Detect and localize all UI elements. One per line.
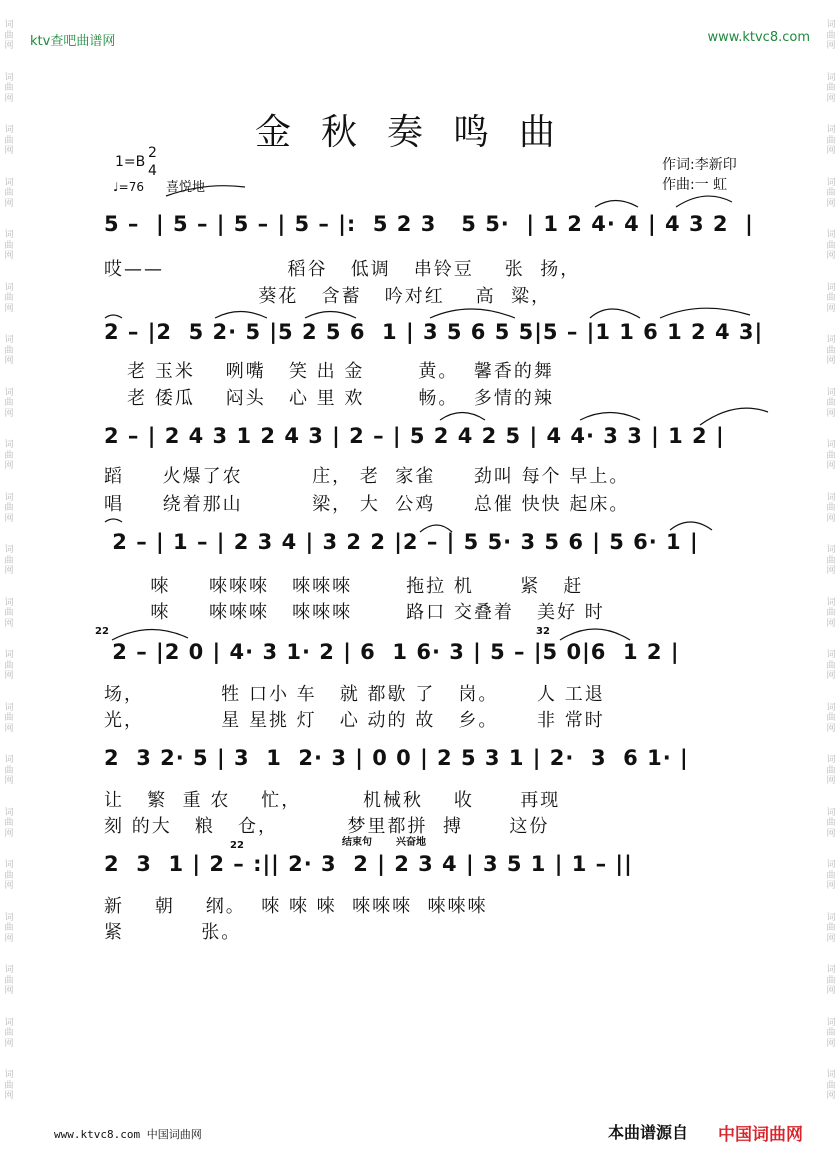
lyric-line-6b: 刻 的大 粮 仓， 梦里都拼 搏 这份 xyxy=(104,816,550,837)
mood-mark: 喜悦地 xyxy=(166,180,206,195)
lyric-line-3a: 蹈 火爆了农 庄， 老 家雀 劲叫 每个 早上。 xyxy=(104,466,630,487)
notation-line-6: 2 3 2· 5 | 3 1 2· 3 | 0 0 | 2 5 3 1 | 2· 3 6 1· | xyxy=(104,746,689,770)
watermark-left: 词 曲 网 词 曲 网 词 曲 网 词 曲 网 词 曲 网 词 曲 网 词 曲 网 词 曲 网 词 曲 网 词 曲 网 词 曲 网 词 曲 网 词 曲 网 词 曲 网 词 曲 网 词 曲 网 词 曲 网 词 曲 网 词 曲 网 词 曲 网 词 曲 网 xyxy=(4,20,14,1101)
grace-note-2: 32 xyxy=(536,626,550,637)
notation-line-1: 5 – | 5 – | 5 – | 5 – |: 5 2 3 5 5· | 1 2 4· 4 | 4 3 2 | xyxy=(104,212,754,236)
time-signature-bottom: 4 xyxy=(148,163,157,179)
tempo-mark: ♩=76 xyxy=(113,180,144,194)
composer: 作曲:一 虹 xyxy=(662,177,728,193)
lyric-line-5b: 光， 星 星挑 灯 心 动的 故 乡。 非 常时 xyxy=(104,710,605,731)
lyric-line-4a: 唻 唻唻唻 唻唻唻 拖拉 机 紧 赶 xyxy=(104,576,584,597)
lyric-line-1a: 哎—— 稻谷 低调 串铃豆 张 扬， xyxy=(104,259,581,280)
lyric-line-4b: 唻 唻唻唻 唻唻唻 路口 交叠着 美好 时 xyxy=(104,602,605,623)
grace-note-3: 22 xyxy=(230,840,244,851)
footer-url[interactable]: www.ktvc8.com 中国词曲网 xyxy=(54,1128,202,1141)
song-title: 金秋奏鸣曲 xyxy=(254,112,585,153)
lyric-line-1b: 葵花 含蓄 吟对红 高 粱， xyxy=(104,286,552,307)
ending-mark: 结束句 xyxy=(342,837,372,848)
notation-line-3: 2 – | 2 4 3 1 2 4 3 | 2 – | 5 2 4 2 5 | 4 4· 3 3 | 1 2 | xyxy=(104,424,725,448)
footer-source-label: 本曲谱源自 xyxy=(608,1123,689,1142)
lyric-line-3b: 唱 绕着那山 梁， 大 公鸡 总催 快快 起床。 xyxy=(104,494,630,515)
lyric-line-6a: 让 繁 重 农 忙， 机械秋 收 再现 xyxy=(104,790,561,811)
key-signature: 1=B xyxy=(115,154,146,170)
lyric-line-7b: 紧 张。 xyxy=(104,922,242,943)
lyric-line-2b: 老 倭瓜 闷头 心 里 欢 畅。 多情的辣 xyxy=(104,388,554,409)
mood-mark-2: 兴奋地 xyxy=(396,837,426,848)
lyric-line-2a: 老 玉米 咧嘴 笑 出 金 黄。 馨香的舞 xyxy=(104,361,554,382)
time-signature-top: 2 xyxy=(148,145,157,161)
lyricist: 作词:李新印 xyxy=(662,157,737,173)
notation-line-7: 2 3 1 | 2 – :|| 2· 3 2 | 2 3 4 | 3 5 1 | 1 – || xyxy=(104,852,633,876)
header-site-name[interactable]: ktv查吧曲谱网 xyxy=(30,34,116,49)
notation-line-4: 2 – | 1 – | 2 3 4 | 3 2 2 |2 – | 5 5· 3 5 6 | 5 6· 1 | xyxy=(104,530,699,554)
grace-note-1: 22 xyxy=(95,626,109,637)
notation-line-2: 2 – |2 5 2· 5 |5 2 5 6 1 | 3 5 6 5 5|5 – |1 1 6 1 2 4 3| xyxy=(104,320,764,344)
notation-line-5: 2 – |2 0 | 4· 3 1· 2 | 6 1 6· 3 | 5 – |5 0|6 1 2 | xyxy=(104,640,680,664)
lyric-line-5a: 场， 牲 口小 车 就 都歇 了 岗。 人 工退 xyxy=(104,684,605,705)
lyric-line-7a: 新 朝 纲。 唻 唻 唻 唻唻唻 唻唻唻 xyxy=(104,896,488,917)
header-site-url[interactable]: www.ktvc8.com xyxy=(707,30,810,45)
watermark-right: 词 曲 网 词 曲 网 词 曲 网 词 曲 网 词 曲 网 词 曲 网 词 曲 网 词 曲 网 词 曲 网 词 曲 网 词 曲 网 词 曲 网 词 曲 网 词 曲 网 词 曲 网 词 曲 网 词 曲 网 词 曲 网 词 曲 网 词 曲 网 词 曲 网 xyxy=(826,20,836,1101)
footer-brand-link[interactable]: 中国词曲网 xyxy=(718,1125,803,1145)
